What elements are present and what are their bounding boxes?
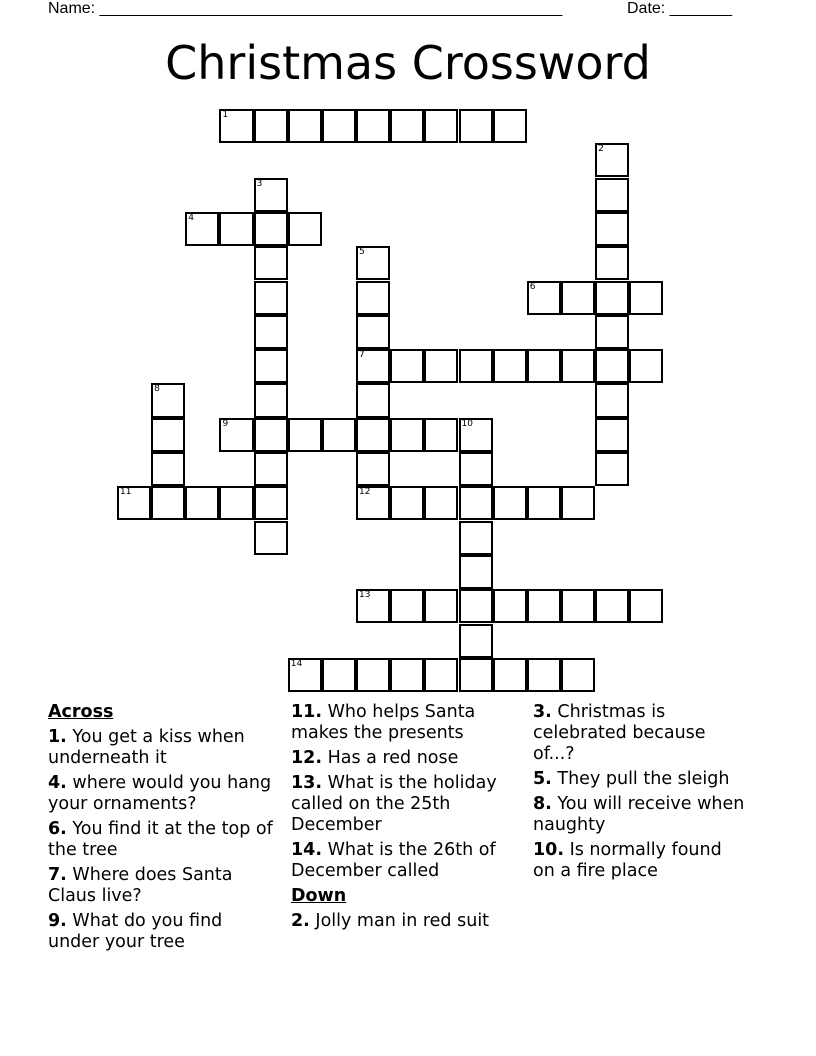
grid-cell[interactable] [459, 418, 493, 452]
grid-cell[interactable] [254, 521, 288, 555]
grid-cell[interactable] [356, 452, 390, 486]
grid-cell[interactable] [254, 486, 288, 520]
grid-cell[interactable] [356, 281, 390, 315]
clue-across: 7. Where does Santa Claus live? [48, 865, 233, 906]
grid-cell[interactable] [459, 555, 493, 589]
grid-cell[interactable] [493, 658, 527, 692]
grid-cell[interactable] [629, 349, 663, 383]
grid-cell[interactable] [219, 212, 253, 246]
grid-cell[interactable] [322, 418, 356, 452]
grid-cell[interactable] [288, 109, 322, 143]
clue-number: 10 [461, 418, 473, 429]
grid-cell[interactable] [459, 658, 493, 692]
grid-cell[interactable] [151, 418, 185, 452]
grid-cell[interactable] [595, 143, 629, 177]
grid-cell[interactable] [493, 486, 527, 520]
clue-across: 12. Has a red nose [291, 748, 459, 768]
grid-cell[interactable] [356, 383, 390, 417]
grid-cell[interactable] [254, 452, 288, 486]
name-field[interactable]: Name: ____________________________________________________ [48, 0, 563, 17]
grid-cell[interactable] [390, 589, 424, 623]
grid-cell[interactable] [219, 109, 253, 143]
clue-down: 2. Jolly man in red suit [291, 911, 490, 931]
grid-cell[interactable] [424, 658, 458, 692]
clue-across: 11. Who helps Santa makes the presents [291, 702, 476, 743]
grid-cell[interactable] [390, 658, 424, 692]
grid-cell[interactable] [356, 418, 390, 452]
grid-cell[interactable] [288, 418, 322, 452]
grid-cell[interactable] [185, 212, 219, 246]
grid-cell[interactable] [459, 349, 493, 383]
clue-across: 13. What is the holiday called on the 25th December [291, 773, 497, 835]
grid-cell[interactable] [561, 486, 595, 520]
grid-cell[interactable] [219, 418, 253, 452]
grid-cell[interactable] [424, 109, 458, 143]
grid-cell[interactable] [424, 486, 458, 520]
clue-number: 11 [120, 487, 132, 498]
clue-across: 6. You find it at the top of the tree [48, 819, 273, 860]
grid-cell[interactable] [356, 589, 390, 623]
grid-cell[interactable] [459, 452, 493, 486]
page-title: Christmas Crossword [165, 36, 651, 90]
grid-cell[interactable] [254, 178, 288, 212]
grid-cell[interactable] [459, 624, 493, 658]
grid-cell[interactable] [595, 383, 629, 417]
clue-down: 10. Is normally found on a fire place [533, 840, 722, 881]
grid-cell[interactable] [254, 349, 288, 383]
grid-cell[interactable] [254, 109, 288, 143]
grid-cell[interactable] [356, 349, 390, 383]
grid-cell[interactable] [595, 281, 629, 315]
clues-column-1 [48, 702, 273, 957]
grid-cell[interactable] [288, 658, 322, 692]
grid-cell[interactable] [527, 658, 561, 692]
clue-across: 1. You get a kiss when underneath it [48, 727, 245, 768]
grid-cell[interactable] [117, 486, 151, 520]
grid-cell[interactable] [356, 486, 390, 520]
grid-cell[interactable] [527, 589, 561, 623]
grid-cell[interactable] [595, 349, 629, 383]
clue-across: 9. What do you find under your tree [48, 911, 223, 952]
grid-cell[interactable] [561, 658, 595, 692]
grid-cell[interactable] [254, 281, 288, 315]
grid-cell[interactable] [629, 589, 663, 623]
clue-number: 8 [154, 384, 160, 395]
grid-cell[interactable] [459, 521, 493, 555]
grid-cell[interactable] [356, 109, 390, 143]
grid-cell[interactable] [595, 212, 629, 246]
clue-number: 3 [256, 178, 263, 189]
grid-cell[interactable] [424, 589, 458, 623]
clue-down: 3. Christmas is celebrated because of...? [533, 702, 706, 764]
grid-cell[interactable] [527, 281, 561, 315]
grid-cell[interactable] [424, 418, 458, 452]
grid-cell[interactable] [356, 658, 390, 692]
grid-cell[interactable] [254, 246, 288, 280]
clue-number: 9 [222, 418, 229, 429]
clues-column-3 [533, 702, 748, 886]
grid-cell[interactable] [322, 658, 356, 692]
grid-cell[interactable] [390, 349, 424, 383]
clue-across: 4. where would you hang your ornaments? [48, 773, 272, 814]
grid-cell[interactable] [595, 315, 629, 349]
date-field[interactable]: Date: _______ [627, 0, 732, 17]
grid-cell[interactable] [151, 452, 185, 486]
grid-cell[interactable] [322, 109, 356, 143]
clue-number: 1 [222, 110, 229, 120]
clue-number: 14 [290, 658, 303, 669]
grid-cell[interactable] [595, 452, 629, 486]
clue-down: 5. They pull the sleigh [533, 769, 730, 789]
down-heading: Down [291, 886, 347, 906]
clue-across: 14. What is the 26th of December called [291, 840, 496, 881]
across-heading: Across [48, 702, 114, 722]
grid-cell[interactable] [527, 349, 561, 383]
grid-cell[interactable] [595, 589, 629, 623]
grid-cell[interactable] [561, 281, 595, 315]
clue-number: 13 [359, 590, 371, 601]
grid-cell[interactable] [493, 589, 527, 623]
grid-cell[interactable] [459, 486, 493, 520]
grid-cell[interactable] [390, 486, 424, 520]
grid-cell[interactable] [459, 109, 493, 143]
grid-cell[interactable] [356, 315, 390, 349]
grid-cell[interactable] [390, 418, 424, 452]
grid-cell[interactable] [424, 349, 458, 383]
grid-cell[interactable] [185, 486, 219, 520]
grid-cell[interactable] [254, 315, 288, 349]
grid-cell[interactable] [151, 383, 185, 417]
grid-cell[interactable] [493, 109, 527, 143]
grid-cell[interactable] [595, 246, 629, 280]
clue-number: 6 [529, 281, 536, 292]
grid-cell[interactable] [254, 418, 288, 452]
clue-down: 8. You will receive when naughty [533, 794, 745, 835]
clues-column-2 [291, 702, 519, 936]
clue-number: 5 [359, 247, 365, 258]
grid-cell[interactable] [288, 212, 322, 246]
clue-number: 12 [359, 487, 371, 498]
grid-cell[interactable] [527, 486, 561, 520]
grid-cell[interactable] [629, 281, 663, 315]
grid-cell[interactable] [254, 212, 288, 246]
grid-cell[interactable] [595, 418, 629, 452]
grid-cell[interactable] [254, 383, 288, 417]
clue-number: 4 [188, 212, 195, 223]
grid-cell[interactable] [493, 349, 527, 383]
grid-cell[interactable] [151, 486, 185, 520]
grid-cell[interactable] [561, 589, 595, 623]
grid-cell[interactable] [219, 486, 253, 520]
clue-number: 7 [359, 350, 365, 361]
grid-cell[interactable] [356, 246, 390, 280]
clue-number: 2 [598, 144, 604, 155]
grid-cell[interactable] [595, 178, 629, 212]
grid-cell[interactable] [390, 109, 424, 143]
grid-cell[interactable] [459, 589, 493, 623]
grid-cell[interactable] [561, 349, 595, 383]
